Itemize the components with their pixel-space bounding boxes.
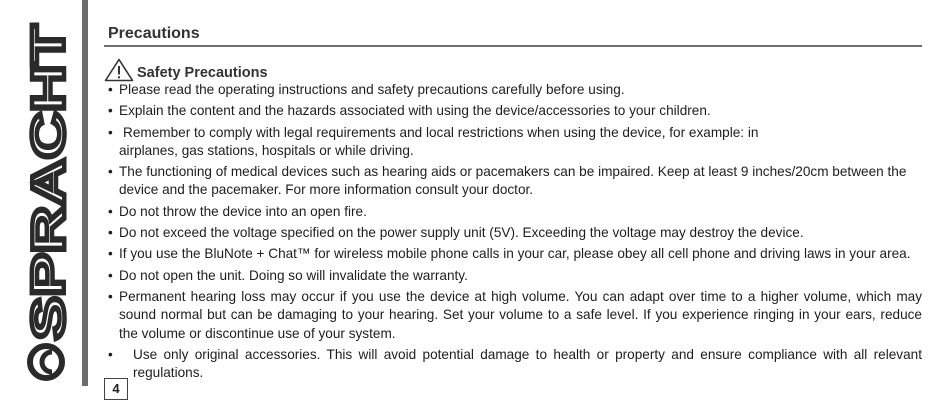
list-item-text: Please read the operating instructions and safety precautions carefully before using. xyxy=(119,82,625,97)
list-item xyxy=(108,124,779,161)
list-item-text: Explain the content and the hazards associated with using the device/accessories to your children. xyxy=(119,103,711,119)
bullet: • xyxy=(108,103,113,119)
list-item-text: Do not exceed the voltage specified on the power supply unit (5V). Exceeding the voltage may destroy the device. xyxy=(119,225,804,241)
list-item-text: Remember to comply with legal requirements and local restrictions when using the device, for example: in airplanes, gas stations, hospitals or while driving. xyxy=(119,124,759,158)
list-item xyxy=(108,346,922,383)
subsection-title: Safety Precautions xyxy=(137,65,268,81)
list-item-text: The functioning of medical devices such as hearing aids or pacemakers can be impaired. Keep at least 9 inches/20cm between the device and the pacemaker. For more information consult your doctor. xyxy=(119,164,907,198)
list-item xyxy=(108,267,922,285)
precautions-list xyxy=(108,81,922,385)
warning-triangle-icon xyxy=(104,58,134,82)
bullet: • xyxy=(108,246,113,262)
list-item xyxy=(108,102,922,120)
side-divider-bar xyxy=(82,0,88,386)
list-item xyxy=(108,245,922,263)
section-title: Precautions xyxy=(108,25,200,42)
bullet: • xyxy=(108,225,113,241)
list-item-text: Permanent hearing loss may occur if you use the device at high volume. You can adapt over time to a higher volume, which may sound normal but can be damaging to your hearing. Set your volume to a safe level. If you experience ringing in your ears, reduce the volume or discontinue use of your system. xyxy=(119,288,922,341)
bullet: • xyxy=(108,124,113,140)
bullet: • xyxy=(108,288,113,304)
list-item xyxy=(108,163,922,200)
bullet: • xyxy=(108,346,113,362)
list-item-text: Use only original accessories. This will avoid potential damage to health or property and ensure compliance with all relevant regulations. xyxy=(133,346,922,381)
list-item xyxy=(108,81,922,99)
list-item xyxy=(108,288,922,343)
list-item-text: If you use the BluNote + Chat™ for wireless mobile phone calls in your car, please obey all cell phone and driving laws in your area. xyxy=(119,246,911,262)
brand-logo xyxy=(0,0,80,416)
logo-wordmark: SPRACHT xyxy=(22,117,74,340)
subsection-header xyxy=(104,56,268,82)
bullet: • xyxy=(108,164,113,180)
bullet: • xyxy=(108,203,113,219)
bullet: • xyxy=(108,82,113,97)
list-item xyxy=(108,203,922,221)
page-number: 4 xyxy=(104,378,128,400)
list-item xyxy=(108,224,922,242)
title-underline xyxy=(104,45,922,47)
list-item-text: Do not open the unit. Doing so will invalidate the warranty. xyxy=(119,267,468,283)
spracht-logo-icon xyxy=(0,0,80,416)
list-item-text: Do not throw the device into an open fire. xyxy=(119,203,367,219)
bullet: • xyxy=(108,267,113,283)
